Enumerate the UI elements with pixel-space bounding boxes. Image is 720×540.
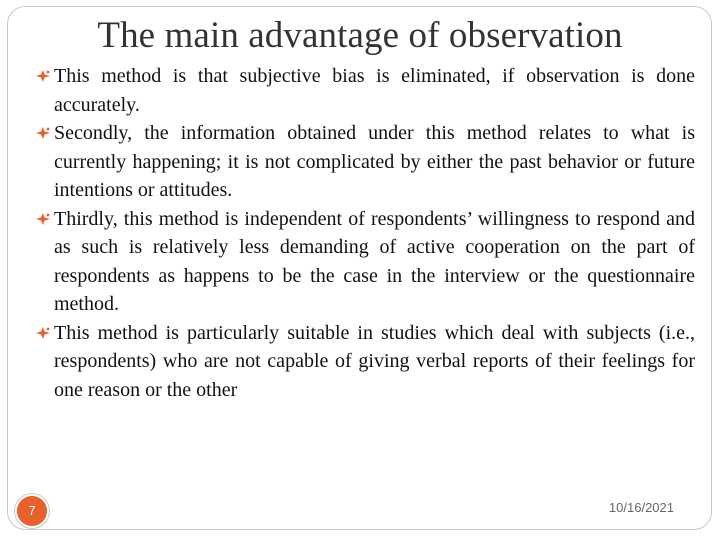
slide-title: The main advantage of observation (97, 15, 623, 56)
sparkle-bullet-icon (34, 325, 52, 341)
bullet-item (34, 62, 695, 119)
bullet-text: This method is particularly suitable in studies which deal with subjects (i.e., respondents) who are not capable of giving verbal reports of their feelings for one reason or the other (54, 321, 695, 401)
slide-number-badge: 7 (15, 494, 49, 528)
sparkle-bullet-icon (34, 211, 52, 227)
slide-date: 10/16/2021 (608, 500, 674, 515)
sparkle-bullet-icon (34, 125, 52, 141)
bullet-item (34, 119, 695, 205)
bullet-item (34, 319, 695, 405)
bullet-text: This method is that subjective bias is eliminated, if observation is done accurately. (54, 65, 695, 116)
bullet-item (34, 205, 695, 319)
bullet-text: Secondly, the information obtained under this method relates to what is currently happening; it is not complicated by either the past behavior or future intentions or attitudes. (54, 122, 695, 201)
bullet-list (34, 62, 695, 404)
bullet-text: Thirdly, this method is independent of respondents’ willingness to respond and as such is relatively less demanding of active cooperation on the part of respondents as happens to be the case in the interview or the questionnaire method. (54, 207, 695, 315)
sparkle-bullet-icon (34, 68, 52, 84)
